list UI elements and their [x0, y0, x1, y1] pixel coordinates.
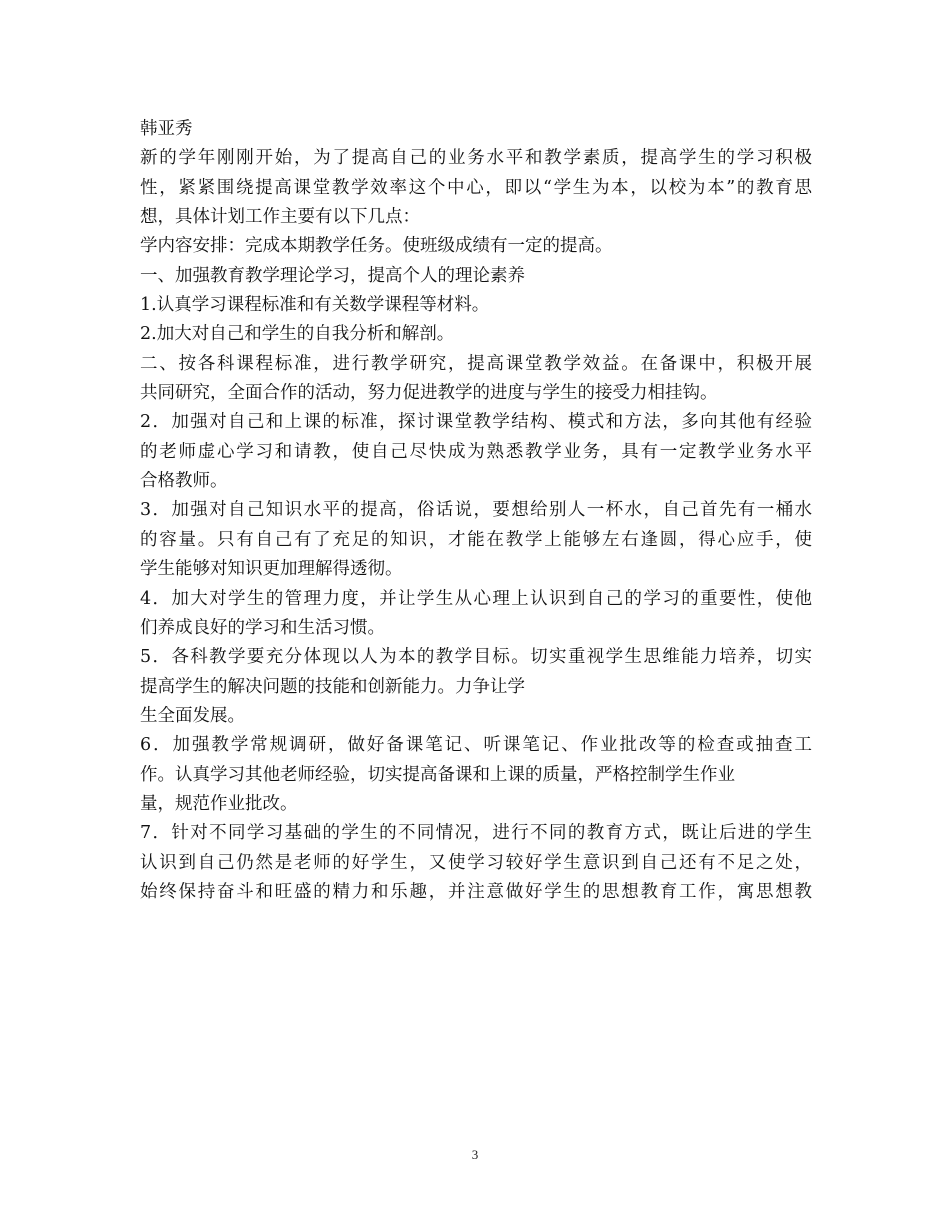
intro-paragraph-line: 性，紧紧围绕提高课堂教学效率这个中心，即以“学生为本，以校为本”的教育思	[140, 177, 812, 198]
list-item-5: 5．各科教学要充分体现以人为本的教学目标。切实重视学生思维能力培养，切实	[140, 647, 812, 668]
list-item-6-cont: 量，规范作业批改。	[140, 793, 298, 814]
list-item-4-cont: 们养成良好的学习和生活习惯。	[140, 617, 385, 638]
list-item-7-cont: 始终保持奋斗和旺盛的精力和乐趣，并注意做好学生的思想教育工作，寓思想教	[140, 881, 812, 902]
list-item-3-cont: 的容量。只有自己有了充足的知识，才能在教学上能够左右逢圆，得心应手，使	[140, 529, 812, 550]
list-item-4: 4．加大对学生的管理力度，并让学生从心理上认识到自己的学习的重要性，使他	[140, 588, 812, 609]
list-item-2: 2．加强对自己和上课的标准，探讨课堂教学结构、模式和方法，多向其他有经验	[140, 412, 812, 433]
section-heading-2-cont: 共同研究，全面合作的活动，努力促进教学的进度与学生的接受力相挂钩。	[140, 383, 718, 404]
intro-paragraph-line: 新的学年刚刚开始，为了提高自己的业务水平和教学素质，提高学生的学习积极	[140, 148, 812, 169]
list-item-5-cont: 生全面发展。	[140, 705, 245, 726]
list-item-1-2: 2.加大对自己和学生的自我分析和解剖。	[140, 324, 455, 345]
document-body	[140, 115, 812, 907]
list-item-6: 6．加强教学常规调研，做好备课笔记、听课笔记、作业批改等的检查或抽查工	[140, 735, 812, 756]
section-heading-1: 一、加强教育教学理论学习，提高个人的理论素养	[140, 265, 525, 286]
section-heading-2: 二、按各科课程标准，进行教学研究，提高课堂教学效益。在备课中，积极开展	[140, 353, 812, 374]
page-number: 3	[471, 1147, 479, 1162]
list-item-2-cont: 合格教师。	[140, 471, 228, 492]
list-item-7: 7．针对不同学习基础的学生的不同情况，进行不同的教育方式，既让后进的学生	[140, 823, 812, 844]
teaching-content-line: 学内容安排：完成本期教学任务。使班级成绩有一定的提高。	[140, 236, 613, 257]
list-item-1-1: 1.认真学习课程标准和有关数学课程等材料。	[140, 295, 490, 316]
list-item-3: 3．加强对自己知识水平的提高，俗话说，要想给别人一杯水，自己首先有一桶水	[140, 500, 812, 521]
intro-paragraph-line: 想，具体计划工作主要有以下几点：	[140, 207, 420, 228]
author-name: 韩亚秀	[140, 119, 193, 139]
list-item-6-cont: 作。认真学习其他老师经验，切实提高备课和上课的质量，严格控制学生作业	[140, 764, 735, 785]
list-item-3-cont: 学生能够对知识更加理解得透彻。	[140, 559, 403, 580]
list-item-5-cont: 提高学生的解决问题的技能和创新能力。力争让学	[140, 676, 525, 697]
list-item-2-cont: 的老师虚心学习和请教，使自己尽快成为熟悉教学业务，具有一定教学业务水平	[140, 441, 812, 462]
list-item-7-cont: 认识到自己仍然是老师的好学生，又使学习较好学生意识到自己还有不足之处，	[140, 852, 812, 873]
